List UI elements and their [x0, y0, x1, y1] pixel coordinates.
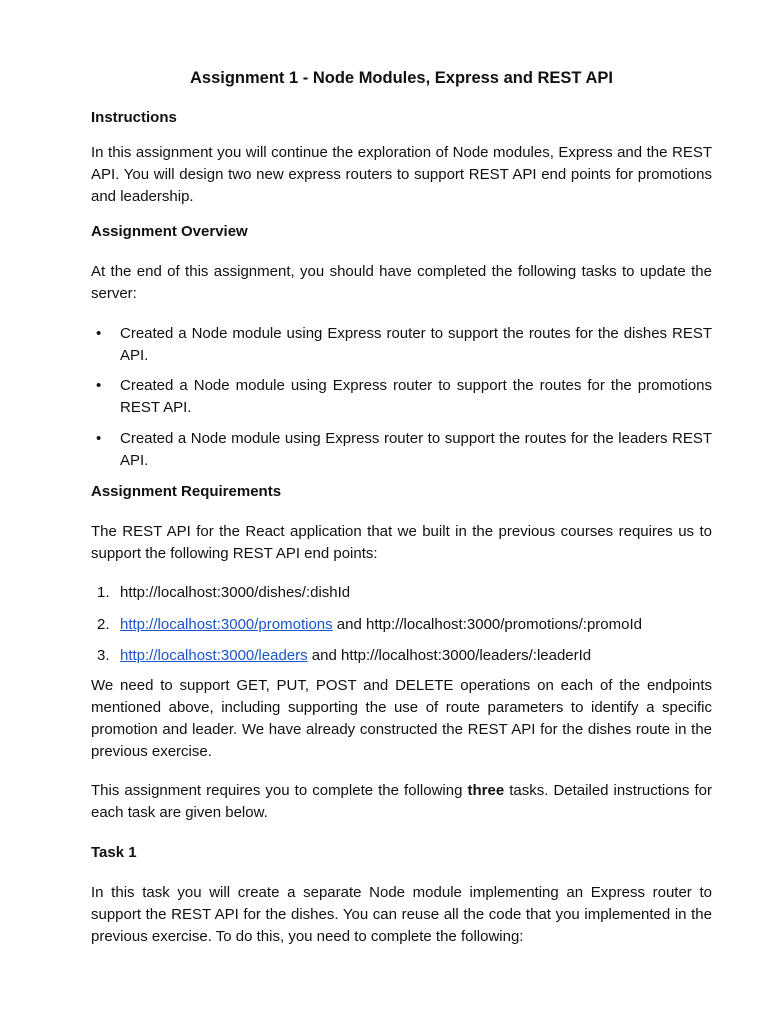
support-text: We need to support GET, PUT, POST and DELETE operations on each of the endpoints mentioned above, including supporting the use of route parameters to identify a specific promotion and leader. We have already constructed the REST API for the dishes route in the previous exercise.: [91, 677, 712, 760]
endpoint-item: [91, 582, 712, 604]
endpoint-text: and http://localhost:3000/leaders/:leaderId: [307, 647, 592, 664]
task1-heading: Task 1: [91, 844, 137, 861]
requirements-intro: The REST API for the React application that we built in the previous courses requires us to support the following REST API end points:: [91, 523, 712, 562]
promotions-link[interactable]: http://localhost:3000/promotions: [120, 616, 333, 633]
tasks-count: three: [467, 782, 505, 799]
bullet-icon: •: [96, 377, 102, 394]
requirements-heading: Assignment Requirements: [91, 483, 282, 500]
task1-text: In this task you will create a separate Node module implementing an Express router to support the REST API for the dishes. You can reuse all the code that you implemented in the previous exercise. To do this, you need to complete the following:: [91, 884, 712, 945]
leaders-link[interactable]: http://localhost:3000/leaders: [120, 647, 308, 664]
endpoint-item: [91, 614, 712, 636]
tasks-text-after: tasks. Detailed instructions for each task are given below.: [91, 782, 712, 821]
list-item-text: Created a Node module using Express router to support the routes for the dishes REST API.: [120, 325, 712, 364]
instructions-text: In this assignment you will continue the exploration of Node modules, Express and the REST API. You will design two new express routers to support REST API end points for promotions and leadership.: [91, 144, 712, 205]
list-item-text: Created a Node module using Express router to support the routes for the promotions REST API.: [120, 377, 712, 416]
tasks-text-before: This assignment requires you to complete the following: [91, 782, 468, 799]
endpoint-item: [91, 645, 712, 667]
tasks-text: [91, 780, 712, 824]
list-item: [91, 428, 712, 472]
bullet-icon: •: [96, 430, 102, 447]
page-title: Assignment 1 - Node Modules, Express and REST API: [190, 69, 613, 87]
list-item-text: Created a Node module using Express router to support the routes for the leaders REST API.: [120, 430, 712, 469]
list-item: [91, 323, 712, 367]
overview-intro: At the end of this assignment, you should have completed the following tasks to update the server:: [91, 263, 712, 302]
endpoint-text: http://localhost:3000/dishes/:dishId: [120, 584, 351, 601]
list-number: 1.: [97, 584, 110, 601]
list-number: 2.: [97, 616, 110, 633]
bullet-icon: •: [96, 325, 102, 342]
endpoint-text: and http://localhost:3000/promotions/:promoId: [332, 616, 642, 633]
list-number: 3.: [97, 647, 110, 664]
overview-heading: Assignment Overview: [91, 223, 248, 240]
list-item: [91, 375, 712, 419]
instructions-heading: Instructions: [91, 109, 177, 126]
